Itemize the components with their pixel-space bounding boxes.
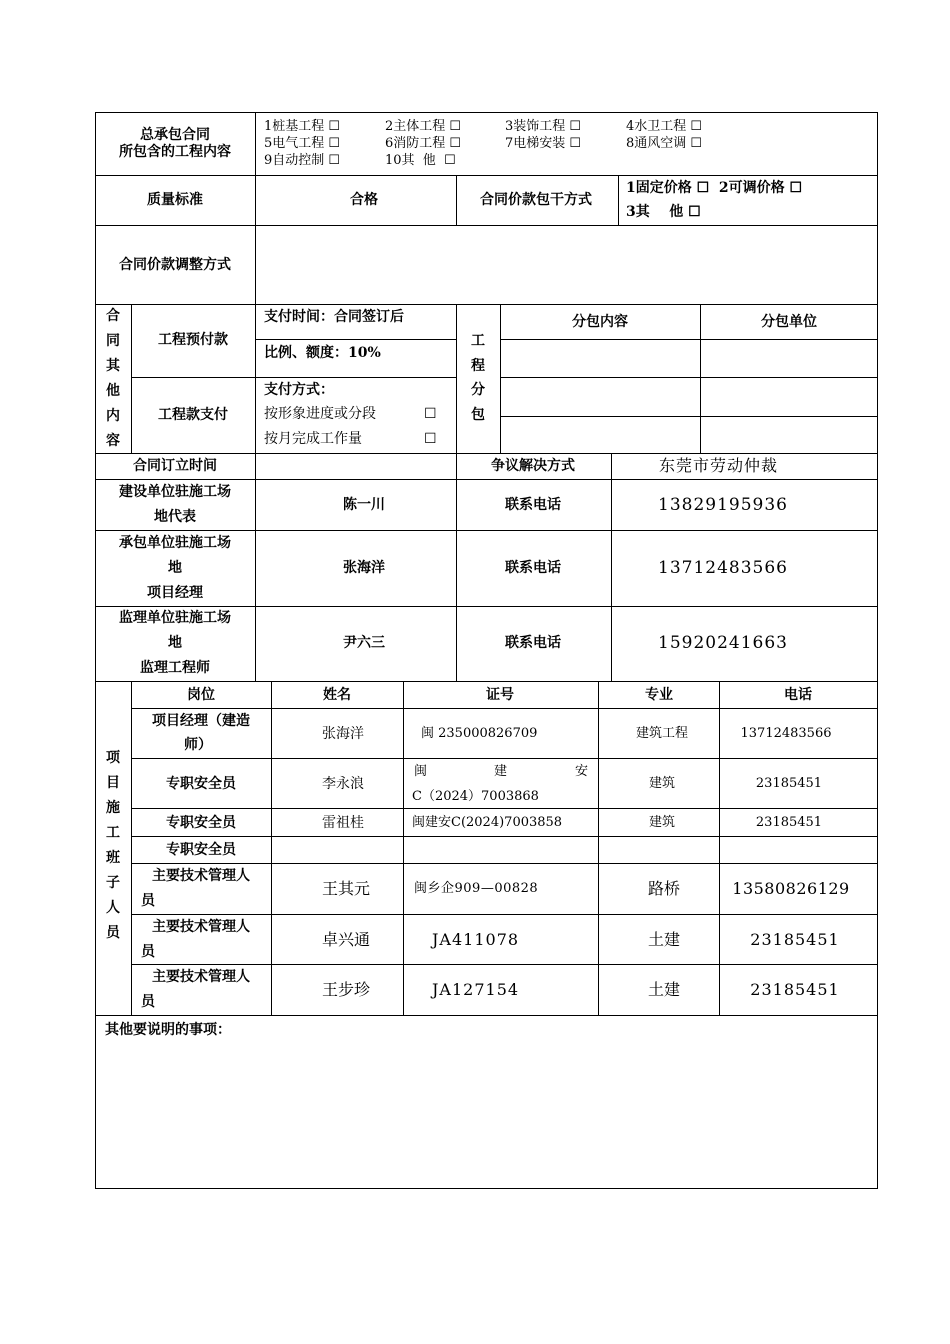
team-header-name: 姓名 xyxy=(323,687,351,703)
owner-rep-name: 陈一川 xyxy=(343,497,385,513)
team-header-major: 专业 xyxy=(645,687,673,703)
team-name: 卓兴通 xyxy=(321,930,371,949)
team-cell xyxy=(598,836,720,864)
team-post-cont: 师） xyxy=(184,737,212,753)
supervisor-label-1: 监理单位驻施工场 xyxy=(119,610,231,626)
sub-content-cell xyxy=(500,339,701,378)
team-name: 李永浪 xyxy=(322,776,364,792)
sub-unit-header: 分包单位 xyxy=(761,314,817,330)
team-phone: 23185451 xyxy=(755,776,823,791)
team-major: 建筑 xyxy=(648,776,676,791)
sign-date-value-cell xyxy=(255,453,457,480)
owner-rep-label-2: 地代表 xyxy=(154,509,196,525)
team-name: 雷祖桂 xyxy=(322,815,364,831)
team-cell xyxy=(271,836,404,864)
sub-unit-cell xyxy=(700,339,878,378)
sub-unit-cell xyxy=(700,377,878,417)
team-header-post: 岗位 xyxy=(187,687,215,703)
team-post: 主要技术管理人 xyxy=(152,868,250,884)
scope-item: 7电梯安装 ☐ xyxy=(505,136,582,151)
team-post-cont: 员 xyxy=(141,944,155,960)
team-phone: 23185451 xyxy=(750,930,840,949)
dispute-value: 东莞市劳动仲裁 xyxy=(659,456,779,475)
team-post: 主要技术管理人 xyxy=(152,919,250,935)
price-option-1: 1固定价格 ☐ 2可调价格 ☐ xyxy=(626,180,803,196)
adjust-label: 合同价款调整方式 xyxy=(119,257,231,273)
pm-label-2: 地 xyxy=(168,560,182,576)
team-post-cont: 员 xyxy=(141,994,155,1010)
team-name: 王其元 xyxy=(321,879,371,898)
team-cert: 闽建安C(2024)7003858 xyxy=(412,815,563,830)
pm-label-1: 承包单位驻施工场 xyxy=(119,535,231,551)
scope-item: 1桩基工程 ☐ xyxy=(264,119,341,134)
team-cert-b: 建 xyxy=(494,764,508,779)
advance-time: 支付时间：合同签订后 xyxy=(264,309,404,325)
owner-rep-phone-label: 联系电话 xyxy=(505,497,561,513)
scope-label-line1: 总承包合同 xyxy=(140,127,210,143)
team-cert: 闽 235000826709 xyxy=(421,726,538,741)
supervisor-phone: 15920241663 xyxy=(658,633,788,653)
owner-rep-phone: 13829195936 xyxy=(658,495,788,515)
team-cert-a: 闽 xyxy=(414,764,428,779)
pm-phone: 13712483566 xyxy=(658,558,788,578)
pm-phone-label: 联系电话 xyxy=(505,560,561,576)
scope-item: 6消防工程 ☐ xyxy=(385,136,462,151)
team-post: 主要技术管理人 xyxy=(152,969,250,985)
supervisor-name: 尹六三 xyxy=(343,635,385,651)
payment-option-1-checkbox[interactable]: ☐ xyxy=(424,406,437,422)
advance-label: 工程预付款 xyxy=(158,332,228,348)
scope-item: 10其 他 ☐ xyxy=(385,153,456,168)
team-major: 建筑 xyxy=(648,815,676,830)
quality-label: 质量标准 xyxy=(147,192,203,208)
payment-option-2-checkbox[interactable]: ☐ xyxy=(424,431,437,447)
scope-item: 2主体工程 ☐ xyxy=(385,119,462,134)
owner-rep-label-1: 建设单位驻施工场 xyxy=(119,484,231,500)
subcontract-vertical-label: 工 程 分 包 xyxy=(471,333,485,423)
team-major: 建筑工程 xyxy=(635,726,689,741)
payment-method: 支付方式： xyxy=(264,382,334,398)
sign-date-label: 合同订立时间 xyxy=(133,458,217,474)
team-cert: JA411078 xyxy=(432,930,520,949)
team-vertical-label: 项 目 施 工 班 子 人 员 xyxy=(106,750,120,941)
price-option-2: 3其 他 ☐ xyxy=(626,204,701,220)
scope-item: 5电气工程 ☐ xyxy=(264,136,341,151)
team-post-cont: 员 xyxy=(141,893,155,909)
team-phone: 13712483566 xyxy=(740,726,832,741)
pm-label-3: 项目经理 xyxy=(147,585,203,601)
team-cert-c: 安 xyxy=(575,764,589,779)
scope-item: 8通风空调 ☐ xyxy=(626,136,703,151)
team-post: 项目经理（建造 xyxy=(152,713,250,729)
adjust-value-cell xyxy=(255,225,878,305)
notes-cell xyxy=(95,1015,878,1189)
price-method-label: 合同价款包干方式 xyxy=(480,192,592,208)
payment-option-1: 按形象进度或分段 xyxy=(264,406,376,422)
team-name: 王步珍 xyxy=(321,980,371,999)
scope-item: 9自动控制 ☐ xyxy=(264,153,341,168)
sub-unit-cell xyxy=(700,416,878,454)
quality-value: 合格 xyxy=(350,192,378,208)
dispute-label: 争议解决方式 xyxy=(491,458,575,474)
other-contract-vertical-label: 合 同 其 他 内 容 xyxy=(106,308,120,449)
team-name: 张海洋 xyxy=(322,726,364,742)
supervisor-label-3: 监理工程师 xyxy=(140,660,210,676)
team-post: 专职安全员 xyxy=(166,842,236,858)
scope-item: 3装饰工程 ☐ xyxy=(505,119,582,134)
team-post: 专职安全员 xyxy=(166,815,236,831)
team-cert-2: C（2024）7003868 xyxy=(412,789,539,804)
team-header-phone: 电话 xyxy=(784,687,812,703)
scope-item: 4水卫工程 ☐ xyxy=(626,119,703,134)
team-phone: 23185451 xyxy=(755,815,823,830)
supervisor-phone-label: 联系电话 xyxy=(505,635,561,651)
sub-content-cell xyxy=(500,377,701,417)
scope-label-line2: 所包含的工程内容 xyxy=(119,144,231,160)
supervisor-label-2: 地 xyxy=(168,635,182,651)
team-cert: 闽乡企909—00828 xyxy=(414,881,539,896)
sub-content-header: 分包内容 xyxy=(572,314,628,330)
team-major: 土建 xyxy=(647,930,681,949)
team-post: 专职安全员 xyxy=(166,776,236,792)
team-cell xyxy=(403,836,599,864)
pm-name: 张海洋 xyxy=(343,560,385,576)
team-major: 路桥 xyxy=(647,879,681,898)
team-phone: 13580826129 xyxy=(732,879,850,898)
team-major: 土建 xyxy=(647,980,681,999)
sub-content-cell xyxy=(500,416,701,454)
team-cert: JA127154 xyxy=(432,980,520,999)
team-header-cert: 证号 xyxy=(486,687,514,703)
team-phone: 23185451 xyxy=(750,980,840,999)
payment-label: 工程款支付 xyxy=(158,407,228,423)
notes-label: 其他要说明的事项： xyxy=(105,1022,231,1038)
team-cell xyxy=(719,836,878,864)
advance-ratio: 比例、额度：10% xyxy=(264,345,381,361)
payment-option-2: 按月完成工作量 xyxy=(264,431,362,447)
